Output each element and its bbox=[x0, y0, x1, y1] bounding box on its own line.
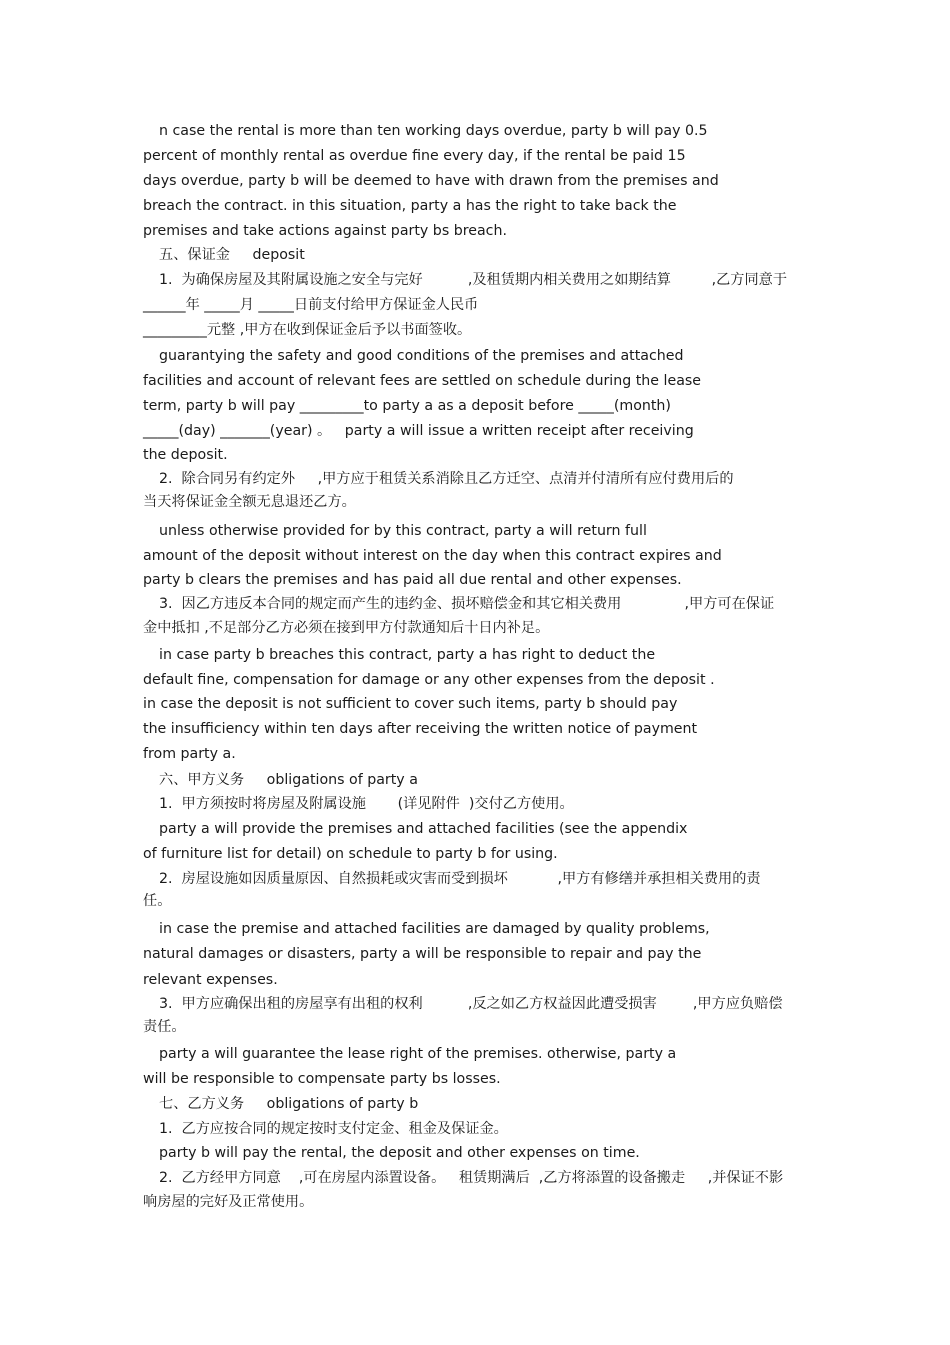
text-line: 金中抵扣 ,不足部分乙方必须在接到甲方付款通知后十日内补足。 bbox=[143, 620, 550, 636]
text-line: 当天将保证金全额无息退还乙方。 bbox=[143, 494, 356, 510]
text-line: premises and take actions against party bs breach. bbox=[143, 223, 507, 239]
text-line: amount of the deposit without interest on the day when this contract expires and bbox=[143, 548, 722, 564]
text-line: _________元整 ,甲方在收到保证金后予以书面签收。 bbox=[143, 322, 472, 338]
text-line: n case the rental is more than ten working days overdue, party b will pay 0.5 bbox=[159, 123, 708, 139]
section-heading: 五、保证金 deposit bbox=[159, 247, 305, 263]
text-line: party b clears the premises and has paid all due rental and other expenses. bbox=[143, 572, 682, 588]
text-line: ______年 _____月 _____日前支付给甲方保证金人民币 bbox=[143, 297, 479, 313]
text-line: 2. 除合同另有约定外 ,甲方应于租赁关系消除且乙方迁空、点清并付清所有应付费用后的 bbox=[159, 471, 734, 487]
text-line: 3. 甲方应确保出租的房屋享有出租的权利 ,反之如乙方权益因此遭受损害 ,甲方应负赔偿 bbox=[159, 996, 783, 1012]
text-line: guarantying the safety and good conditions of the premises and attached bbox=[159, 348, 684, 364]
text-line: party a will provide the premises and attached facilities (see the appendix bbox=[159, 821, 688, 837]
text-line: the deposit. bbox=[143, 447, 228, 463]
text-line: in case the premise and attached facilities are damaged by quality problems, bbox=[159, 921, 710, 937]
text-line: relevant expenses. bbox=[143, 972, 278, 988]
text-line: 1. 为确保房屋及其附属设施之安全与完好 ,及租赁期内相关费用之如期结算 ,乙方同意于 bbox=[159, 272, 788, 288]
text-line: percent of monthly rental as overdue fine every day, if the rental be paid 15 bbox=[143, 148, 686, 164]
text-line: will be responsible to compensate party bs losses. bbox=[143, 1071, 501, 1087]
text-line: term, party b will pay _________to party a as a deposit before _____(month) bbox=[143, 398, 671, 414]
text-line: facilities and account of relevant fees are settled on schedule during the lease bbox=[143, 373, 702, 389]
text-line: default fine, compensation for damage or any other expenses from the deposit . bbox=[143, 672, 715, 688]
text-line: in case party b breaches this contract, party a has right to deduct the bbox=[159, 647, 656, 663]
text-line: 任。 bbox=[143, 893, 172, 909]
section-heading: 七、乙方义务 obligations of party b bbox=[159, 1096, 419, 1112]
text-line: days overdue, party b will be deemed to have with drawn from the premises and bbox=[143, 173, 719, 189]
text-line: natural damages or disasters, party a will be responsible to repair and pay the bbox=[143, 946, 702, 962]
text-line: breach the contract. in this situation, party a has the right to take back the bbox=[143, 198, 677, 214]
text-line: _____(day) _______(year) 。 party a will issue a written receipt after receiving bbox=[143, 423, 694, 439]
text-line: the insufficiency within ten days after receiving the written notice of payment bbox=[143, 721, 698, 737]
text-line: in case the deposit is not sufficient to cover such items, party b should pay bbox=[143, 696, 678, 712]
text-line: 2. 房屋设施如因质量原因、自然损耗或灾害而受到损坏 ,甲方有修缮并承担相关费用的责 bbox=[159, 871, 761, 887]
text-line: 2. 乙方经甲方同意 ,可在房屋内添置设备。 租赁期满后 ,乙方将添置的设备搬走 ,并保证不影 bbox=[159, 1170, 784, 1186]
text-line: 1. 乙方应按合同的规定按时支付定金、租金及保证金。 bbox=[159, 1121, 508, 1137]
text-line: 响房屋的完好及正常使用。 bbox=[143, 1194, 314, 1210]
text-line: 3. 因乙方违反本合同的规定而产生的违约金、损坏赔偿金和其它相关费用 ,甲方可在保证 bbox=[159, 596, 775, 612]
text-line: 1. 甲方须按时将房屋及附属设施 (详见附件 )交付乙方使用。 bbox=[159, 796, 574, 812]
text-line: 责任。 bbox=[143, 1019, 186, 1035]
section-heading: 六、甲方义务 obligations of party a bbox=[159, 772, 418, 788]
text-line: from party a. bbox=[143, 746, 236, 762]
text-line: of furniture list for detail) on schedule to party b for using. bbox=[143, 846, 558, 862]
text-line: unless otherwise provided for by this contract, party a will return full bbox=[159, 523, 647, 539]
text-line: party b will pay the rental, the deposit and other expenses on time. bbox=[159, 1145, 640, 1161]
text-line: party a will guarantee the lease right of the premises. otherwise, party a bbox=[159, 1046, 677, 1062]
